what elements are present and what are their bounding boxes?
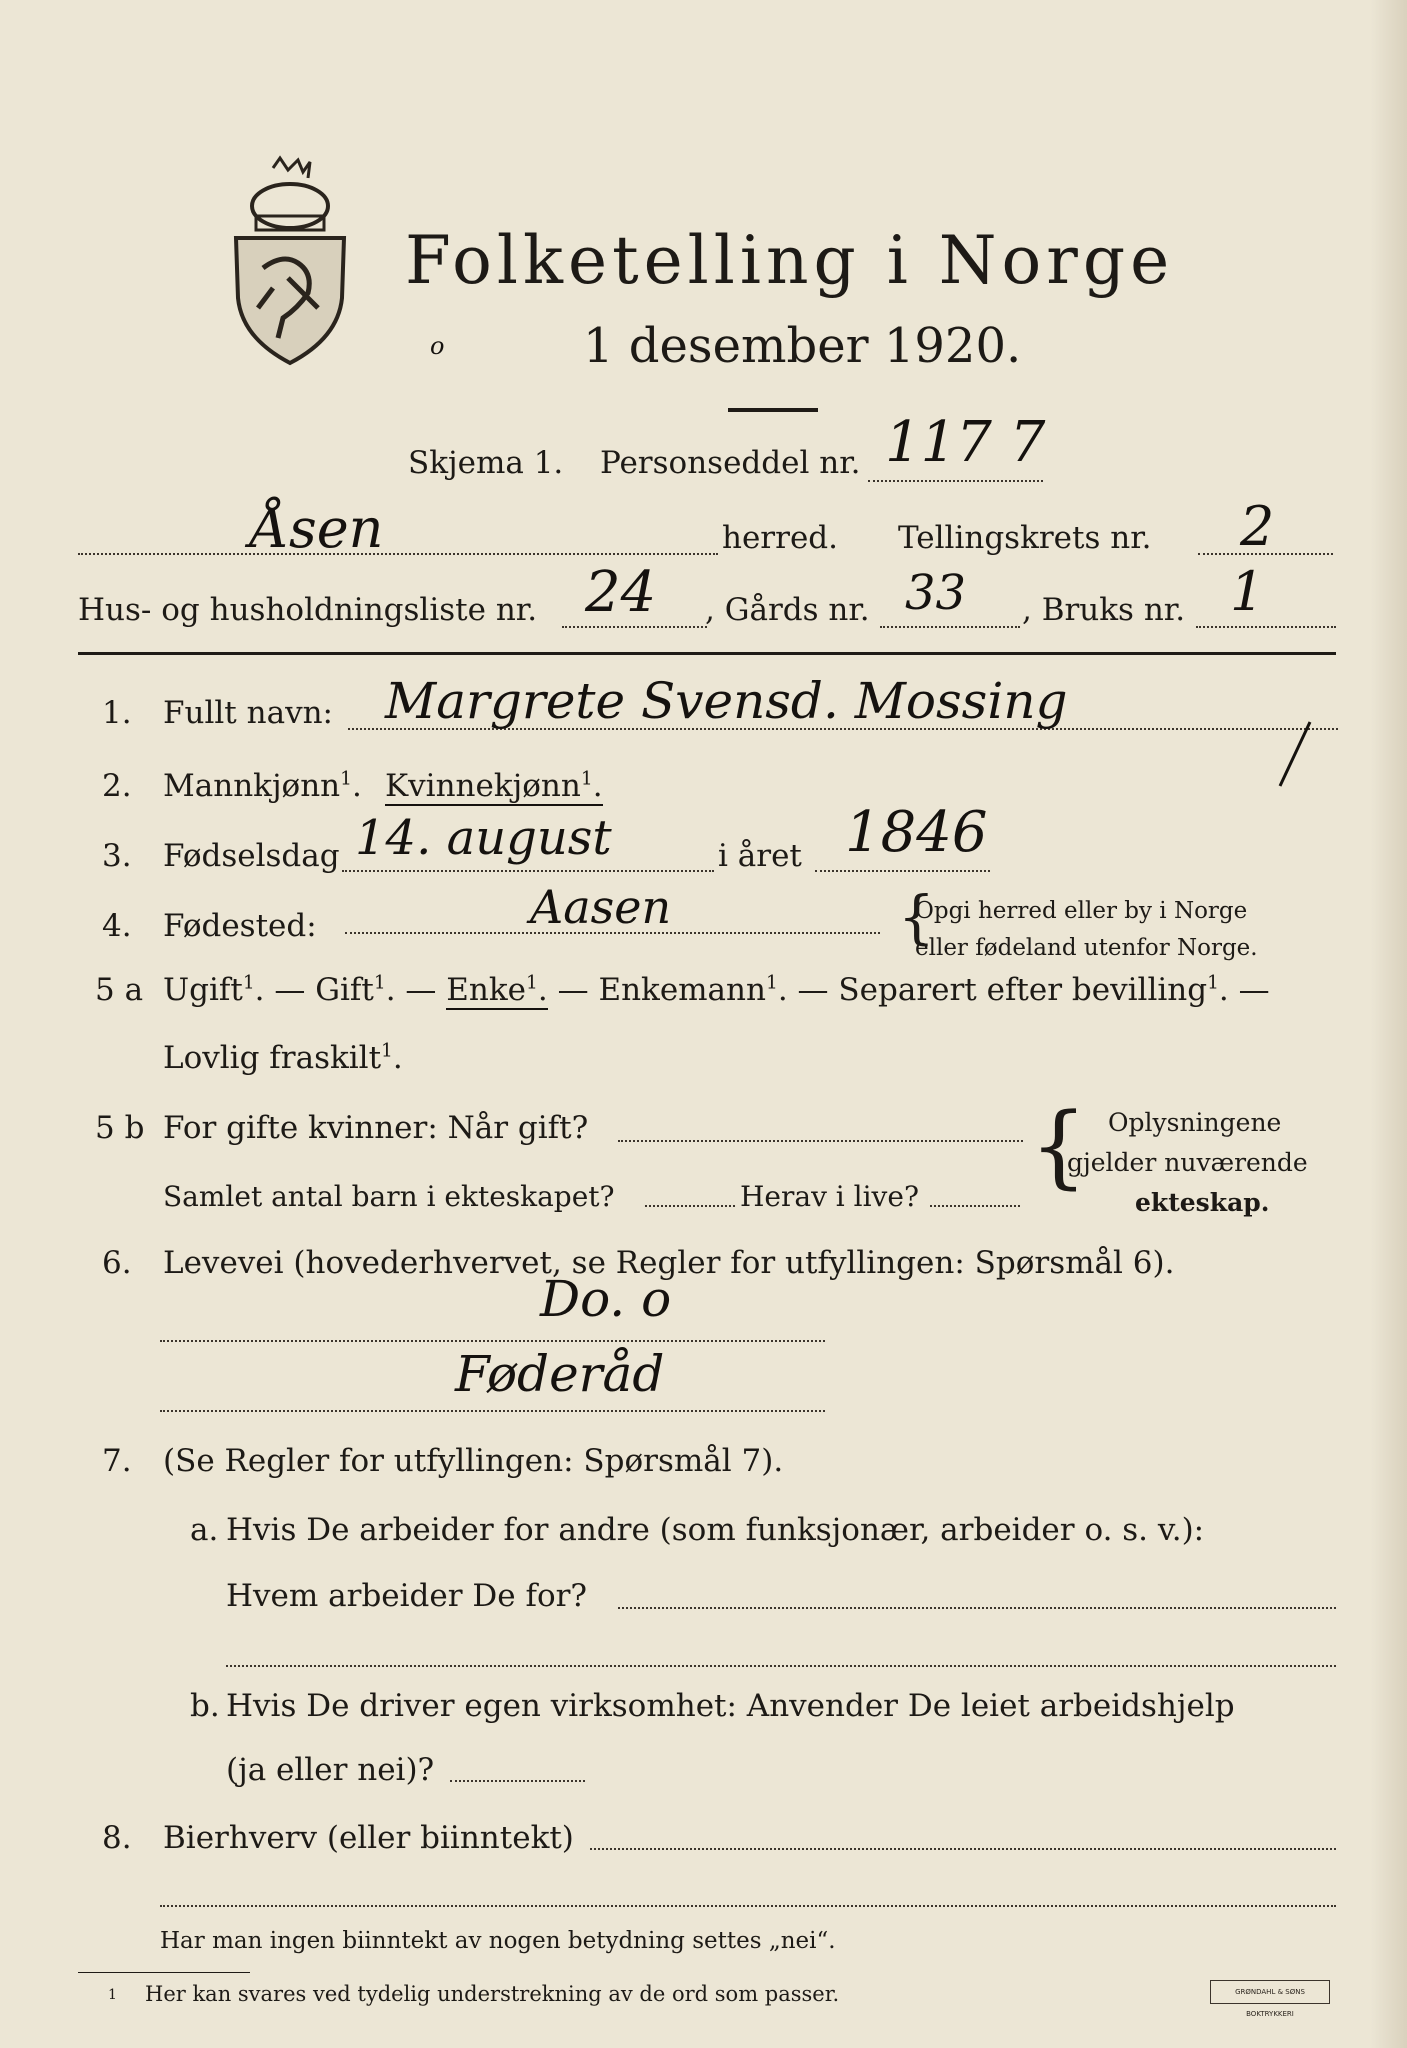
q4-brace: { — [898, 883, 935, 951]
form-title: Folketelling i Norge — [405, 222, 1175, 299]
personseddel-line — [868, 480, 1043, 482]
q7b-letter: b. — [190, 1688, 220, 1724]
q3-line — [342, 870, 714, 872]
q3-value[interactable]: 14. august — [355, 810, 612, 866]
q4-note-2: eller fødeland utenfor Norge. — [915, 935, 1258, 961]
q5b-married-line — [618, 1140, 1023, 1142]
tellingskrets-value[interactable]: 2 — [1240, 495, 1275, 558]
q7a-line-1 — [618, 1607, 1336, 1609]
q8-line-1 — [590, 1848, 1336, 1850]
personseddel-label: Personseddel nr. — [600, 445, 861, 481]
q1-number: 1. — [102, 695, 132, 731]
q5a-enkemann[interactable]: Enkemann$^1$. — [598, 972, 788, 1008]
q3-year-label: i året — [718, 838, 802, 874]
q5b-brace: { — [1030, 1094, 1088, 1199]
q3-year-value[interactable]: 1846 — [845, 800, 988, 865]
herred-line — [78, 553, 718, 555]
footer-note: Har man ingen biinntekt av nogen betydning settes „nei“. — [160, 1928, 836, 1954]
q5b-barn-label: Samlet antal barn i ekteskapet? — [163, 1180, 615, 1213]
bruks-value[interactable]: 1 — [1230, 560, 1265, 623]
q4-value[interactable]: Aasen — [530, 880, 672, 934]
header-divider — [78, 652, 1336, 655]
footnote-divider — [78, 1972, 250, 1973]
q1-value[interactable]: Margrete Svensd. Mossing — [385, 672, 1068, 730]
q5b-live-line — [930, 1205, 1020, 1207]
q5a-number: 5 a — [95, 972, 144, 1008]
q2-option-mann[interactable]: Mannkjønn$^1$. — [163, 768, 362, 804]
margin-mark: o — [430, 332, 445, 360]
gards-label: , Gårds nr. — [705, 592, 870, 628]
footnote-mark: 1 — [108, 1987, 117, 2003]
q4-label: Fødested: — [163, 908, 317, 944]
gards-line — [880, 626, 1020, 628]
herred-label: herred. — [722, 520, 838, 556]
q5b-live-label: Herav i live? — [740, 1180, 919, 1213]
husliste-value[interactable]: 24 — [585, 560, 657, 625]
q7a-label-2: Hvem arbeider De for? — [226, 1578, 588, 1614]
q7a-letter: a. — [190, 1512, 219, 1548]
q7b-label: Hvis De driver egen virksomhet: Anvender De leiet arbeidshjelp — [226, 1688, 1235, 1724]
q4-note-1: Opgi herred eller by i Norge — [915, 898, 1248, 924]
q2-option-kvinne[interactable]: Kvinnekjønn$^1$. — [385, 768, 603, 804]
q3-year-line — [815, 870, 990, 872]
q8-label: Bierhverv (eller biinntekt) — [163, 1820, 574, 1856]
q5b-note-2: gjelder nuværende — [1067, 1148, 1308, 1177]
q8-line-2 — [160, 1905, 1336, 1907]
q7b-label-2: (ja eller nei)? — [226, 1752, 435, 1788]
q5a-separert[interactable]: Separert efter bevilling$^1$. — [838, 972, 1229, 1008]
q5b-note-3: ekteskap. — [1135, 1188, 1270, 1217]
footnote-text: Her kan svares ved tydelig understrekning av de ord som passer. — [145, 1982, 840, 2006]
q5a-enke[interactable]: Enke$^1$. — [446, 972, 548, 1008]
q5b-number: 5 b — [95, 1110, 145, 1146]
q7-label: (Se Regler for utfyllingen: Spørsmål 7). — [163, 1443, 784, 1479]
q6-value-2[interactable]: Føderåd — [455, 1345, 665, 1403]
bruks-line — [1196, 626, 1336, 628]
tellingskrets-label: Tellingskrets nr. — [898, 520, 1152, 556]
q3-number: 3. — [102, 838, 132, 874]
q5b-note-1: Oplysningene — [1108, 1108, 1282, 1137]
q5a-gift[interactable]: Gift$^1$. — [315, 972, 396, 1008]
skjema-label: Skjema 1. — [408, 445, 564, 481]
q6-number: 6. — [102, 1245, 132, 1281]
title-divider — [728, 408, 818, 412]
printer-stamp: GRØNDAHL & SØNS BOKTRYKKERI — [1210, 1980, 1330, 2004]
q7a-label: Hvis De arbeider for andre (som funksjonær, arbeider o. s. v.): — [226, 1512, 1205, 1548]
q3-label: Fødselsdag — [163, 838, 340, 874]
bruks-label: , Bruks nr. — [1022, 592, 1186, 628]
q1-stroke-mark — [1270, 720, 1320, 790]
q5a-fraskilt[interactable]: Lovlig fraskilt$^1$. — [163, 1040, 403, 1076]
q5b-label: For gifte kvinner: Når gift? — [163, 1110, 589, 1146]
norwegian-coat-of-arms-icon — [228, 158, 353, 363]
q5b-barn-line — [645, 1205, 735, 1207]
q5a-options: Ugift$^1$. — Gift$^1$. — Enke$^1$. — Enkemann$^1$. — Separert efter bevilling$^1$. — — [163, 972, 1270, 1008]
q7-number: 7. — [102, 1443, 132, 1479]
herred-value[interactable]: Åsen — [250, 497, 384, 560]
gards-value[interactable]: 33 — [905, 565, 967, 621]
form-date: 1 desember 1920. — [583, 318, 1022, 374]
q5a-ugift[interactable]: Ugift$^1$. — [163, 972, 265, 1008]
q1-label: Fullt navn: — [163, 695, 333, 731]
q7b-line — [450, 1780, 585, 1782]
paper-edge — [1370, 0, 1407, 2048]
q4-number: 4. — [102, 908, 132, 944]
q8-number: 8. — [102, 1820, 132, 1856]
q7a-line-2 — [226, 1665, 1336, 1667]
q6-label: Levevei (hovederhvervet, se Regler for utfyllingen: Spørsmål 6). — [163, 1245, 1175, 1281]
q6-line-1 — [160, 1340, 825, 1342]
husliste-label: Hus- og husholdningsliste nr. — [78, 592, 538, 628]
q6-line-2 — [160, 1410, 825, 1412]
q6-value-1[interactable]: Do. o — [540, 1270, 672, 1328]
husliste-line — [562, 626, 707, 628]
personseddel-value[interactable]: 117 7 — [885, 410, 1046, 475]
q2-number: 2. — [102, 768, 132, 804]
